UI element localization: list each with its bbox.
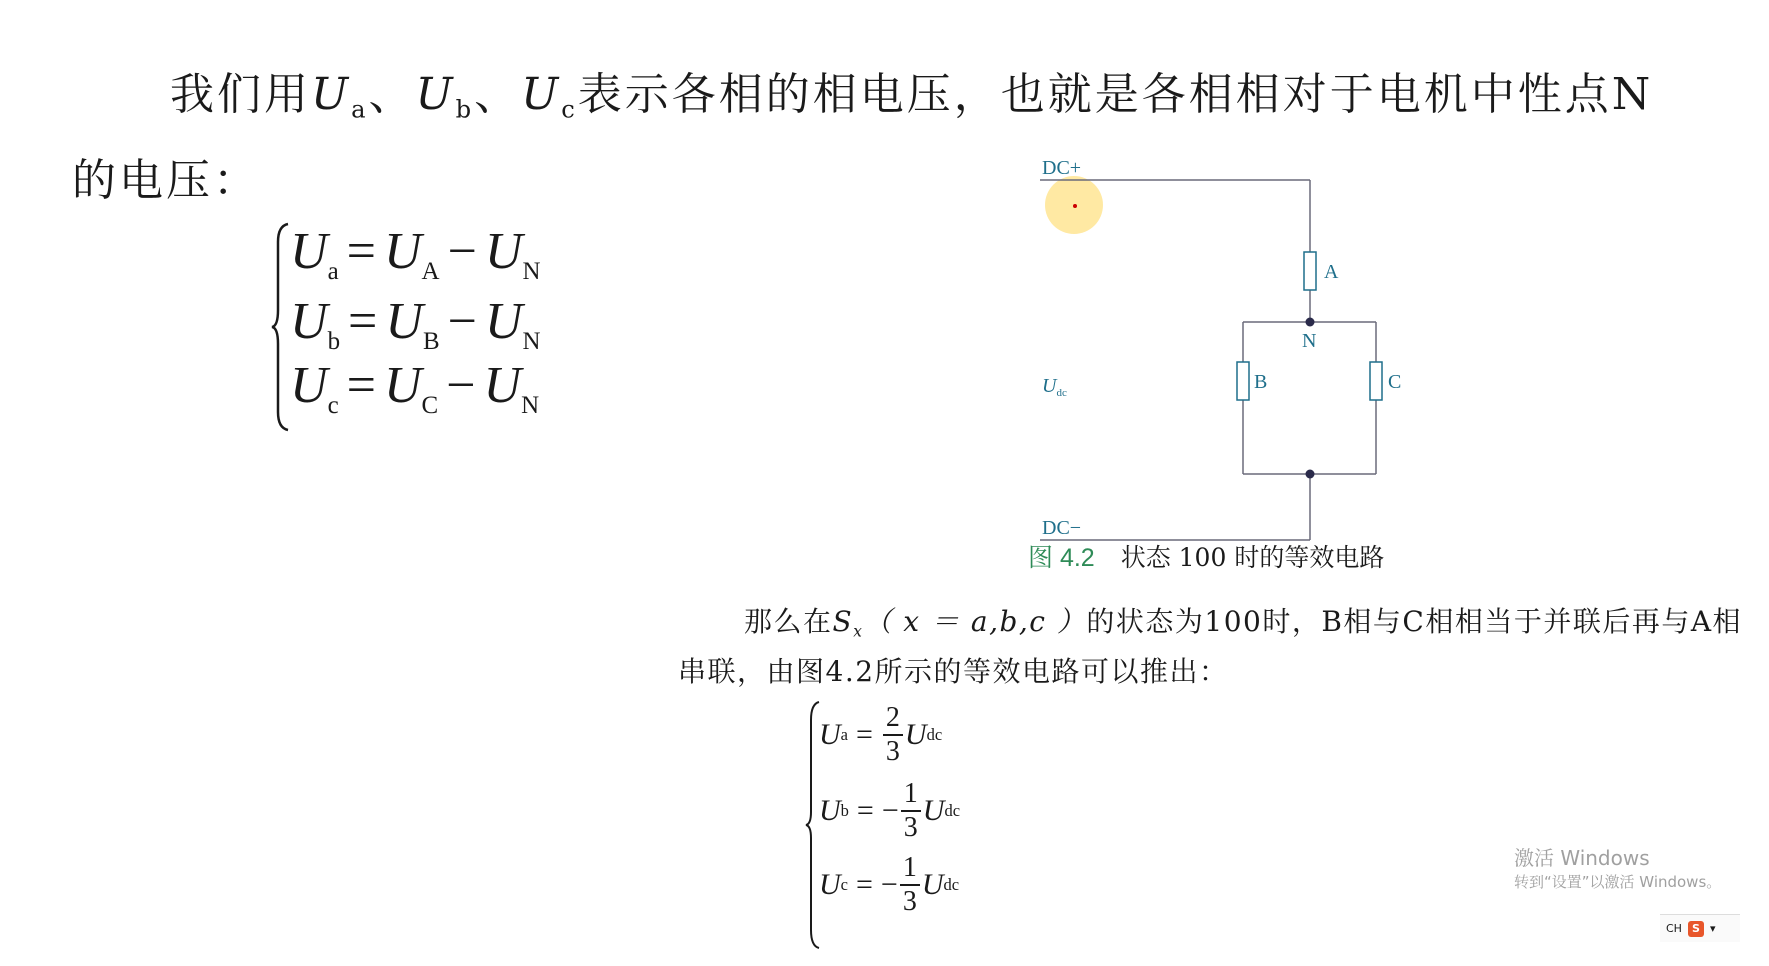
udc-label: $U_{dc}$ <box>1042 375 1067 399</box>
denominator: 3 <box>885 736 900 767</box>
label-a: A <box>1324 261 1339 283</box>
rhs-subscript: N <box>522 258 541 286</box>
rhs-subscript: A <box>421 258 440 286</box>
paragraph-1-continuation: 的电压： <box>72 155 260 206</box>
fraction <box>901 780 921 842</box>
language-indicator[interactable]: CH <box>1666 922 1682 935</box>
equation-line <box>819 854 959 916</box>
symbol-u: U <box>922 794 945 827</box>
equivalent-circuit-diagram <box>1040 150 1420 550</box>
equals-sign: = <box>346 357 376 414</box>
equals-sign: = <box>348 293 378 350</box>
sogou-s-icon[interactable]: S <box>1688 921 1704 937</box>
symbol-u: U <box>483 357 522 414</box>
symbol-u: U <box>819 718 841 751</box>
resistor-a <box>1304 252 1316 290</box>
lhs-subscript: a <box>840 725 848 744</box>
symbol-u: U <box>290 293 328 350</box>
symbol-u: U <box>819 868 841 901</box>
equation-line <box>819 704 942 766</box>
lhs-subscript: a <box>327 258 339 286</box>
sub-c: c <box>561 95 578 124</box>
fraction <box>900 854 920 916</box>
paragraph-2-continuation: 串联，由图4.2所示的等效电路可以推出： <box>678 655 1229 688</box>
para1-before: 我们用 <box>170 69 311 120</box>
figure-number: 图 4.2 <box>1028 544 1095 572</box>
dc-minus-label: DC− <box>1042 517 1082 539</box>
equation-line <box>290 356 539 420</box>
para2-after: 的状态为100时，B相与C相相当于并联后再与A相 <box>1086 605 1743 638</box>
rhs-subscript: C <box>421 392 439 420</box>
equals-sign: = <box>346 223 376 280</box>
sign: − <box>880 868 898 901</box>
numerator: 1 <box>900 854 920 886</box>
equation-line <box>819 780 960 842</box>
symbol-u: U <box>484 223 523 280</box>
sub-b: b <box>455 95 475 124</box>
sign: − <box>881 794 899 827</box>
numerator: 1 <box>901 780 921 812</box>
left-brace-icon <box>270 222 290 432</box>
rhs-subscript: dc <box>926 725 943 744</box>
symbol-u: U <box>383 357 422 414</box>
equals-sign: = <box>856 868 873 901</box>
symbol-u: U <box>290 223 328 280</box>
numerator: 2 <box>883 704 903 736</box>
sub-x: x <box>853 622 864 641</box>
symbol-u: U <box>415 69 456 120</box>
minus-sign: − <box>446 357 476 414</box>
paragraph-1 <box>170 58 1653 123</box>
equation-line <box>290 222 540 286</box>
symbol-u: U <box>921 868 944 901</box>
equals-sign: = <box>856 718 873 751</box>
figure-caption-text: 状态 100 时的等效电路 <box>1120 543 1385 572</box>
condition: （ x ＝ a,b,c ） <box>863 605 1087 638</box>
resistor-c <box>1370 362 1382 400</box>
label-c: C <box>1388 371 1402 393</box>
fraction <box>883 704 903 766</box>
symbol-u: U <box>385 293 423 350</box>
symbol-u: U <box>311 69 352 120</box>
rhs-subscript: dc <box>944 801 961 820</box>
lhs-subscript: c <box>840 875 848 894</box>
para2-before: 那么在 <box>744 605 833 638</box>
lhs-subscript: b <box>327 328 341 356</box>
para1-after: 表示各相的相电压，也就是各相相对于电机中性点N <box>577 69 1654 120</box>
rhs-subscript: B <box>422 328 440 356</box>
label-n: N <box>1302 330 1317 352</box>
node-n <box>1306 318 1315 327</box>
node-bottom <box>1306 470 1315 479</box>
system-tray <box>1660 914 1740 942</box>
separator: 、 <box>474 69 522 120</box>
symbol-u: U <box>521 69 562 120</box>
activation-watermark-subtitle: 转到“设置”以激活 Windows。 <box>1514 873 1722 891</box>
sub-a: a <box>351 95 369 124</box>
paragraph-2 <box>744 600 1742 640</box>
lhs-subscript: c <box>327 392 339 420</box>
symbol-u: U <box>383 223 422 280</box>
rhs-subscript: N <box>522 328 541 356</box>
resistor-b <box>1237 362 1249 400</box>
denominator: 3 <box>903 812 918 843</box>
rhs-subscript: dc <box>943 875 960 894</box>
label-b: B <box>1254 371 1268 393</box>
chevron-down-icon[interactable]: ▾ <box>1709 922 1716 935</box>
denominator: 3 <box>902 886 917 917</box>
equation-line <box>290 292 541 356</box>
separator: 、 <box>368 69 416 120</box>
rhs-subscript: N <box>521 392 540 420</box>
activation-watermark-title: 激活 Windows <box>1514 846 1650 870</box>
dc-plus-label: DC+ <box>1042 157 1082 179</box>
lhs-subscript: b <box>840 801 849 820</box>
symbol-u: U <box>904 718 927 751</box>
equals-sign: = <box>856 794 874 827</box>
figure-caption <box>1028 538 1384 574</box>
symbol-u: U <box>819 794 841 827</box>
symbol-s: S <box>832 605 854 638</box>
minus-sign: − <box>447 223 477 280</box>
symbol-u: U <box>290 357 328 414</box>
symbol-u: U <box>484 293 523 350</box>
minus-sign: − <box>447 293 477 350</box>
